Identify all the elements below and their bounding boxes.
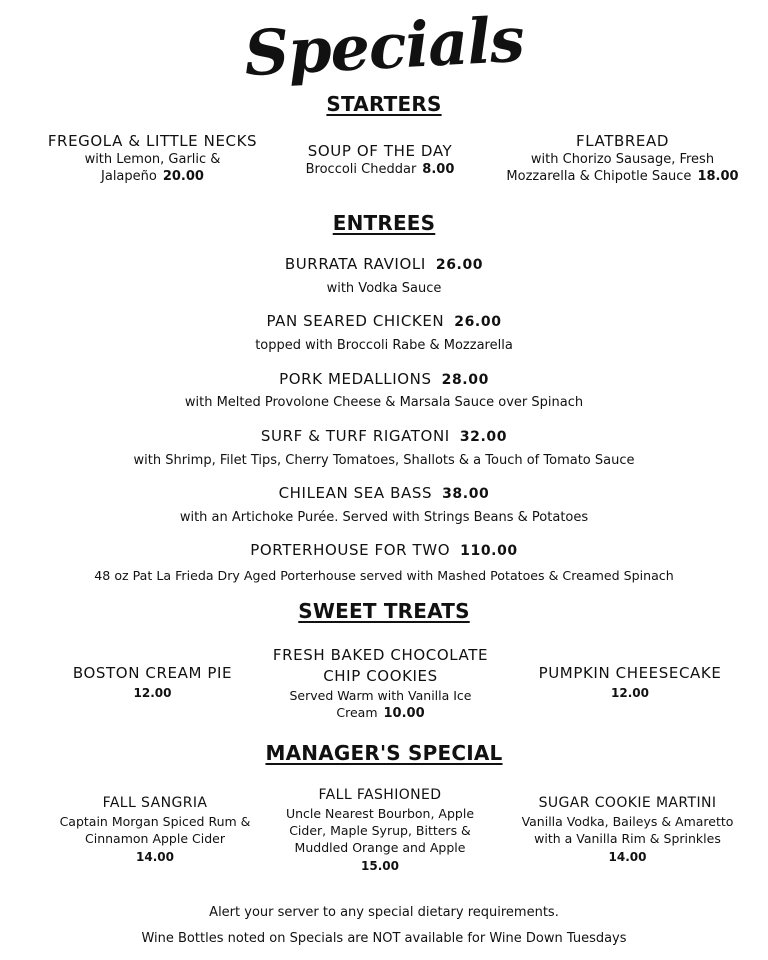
entree-name-seabass bbox=[0, 484, 768, 502]
starter-item-flatbread bbox=[500, 132, 745, 185]
item-name: SUGAR COOKIE MARTINI bbox=[538, 795, 717, 811]
item-price: 38.00 bbox=[442, 486, 490, 502]
item-desc: Captain Morgan Spiced Rum & bbox=[59, 814, 251, 829]
drink-item-fashioned bbox=[270, 786, 490, 873]
drink-item-martini bbox=[505, 794, 750, 864]
item-price: 26.00 bbox=[435, 257, 484, 273]
dessert-item-cookies bbox=[268, 645, 493, 722]
item-name: BOSTON CREAM PIE bbox=[72, 664, 233, 682]
item-price: 110.00 bbox=[460, 543, 518, 559]
entree-desc: 48 oz Pat La Frieda Dry Aged Porterhouse served with Mashed Potatoes & Creamed Spinach bbox=[94, 568, 674, 583]
item-price: 12.00 bbox=[133, 686, 172, 700]
entree-name-porterhouse bbox=[0, 541, 768, 559]
item-desc: with Chorizo Sausage, Fresh bbox=[530, 152, 715, 167]
entree-name-pork bbox=[0, 370, 768, 388]
item-name: CHILEAN SEA BASS bbox=[278, 484, 433, 502]
item-price: 20.00 bbox=[162, 169, 204, 184]
entree-name-chicken bbox=[0, 312, 768, 330]
item-desc: Muddled Orange and Apple bbox=[294, 840, 466, 855]
item-name: PAN SEARED CHICKEN bbox=[266, 312, 445, 330]
item-name: CHIP COOKIES bbox=[323, 667, 438, 685]
item-name: SURF & TURF RIGATONI bbox=[260, 427, 450, 445]
item-desc: with a Vanilla Rim & Sprinkles bbox=[534, 831, 721, 846]
item-price: 14.00 bbox=[136, 850, 174, 864]
entree-desc: with an Artichoke Purée. Served with Strings Beans & Potatoes bbox=[179, 510, 589, 525]
entree-desc: topped with Broccoli Rabe & Mozzarella bbox=[255, 338, 513, 353]
page-title: Specials bbox=[242, 2, 526, 91]
item-price: 12.00 bbox=[611, 686, 649, 700]
footer-wine-note: Wine Bottles noted on Specials are NOT available for Wine Down Tuesdays bbox=[141, 931, 627, 946]
item-name: PUMPKIN CHEESECAKE bbox=[538, 664, 722, 682]
item-price: 14.00 bbox=[608, 850, 647, 864]
entree-desc: with Melted Provolone Cheese & Marsala Sauce over Spinach bbox=[184, 395, 584, 410]
item-price: 32.00 bbox=[459, 429, 508, 445]
item-desc: with Lemon, Garlic & bbox=[84, 152, 221, 167]
item-desc: Uncle Nearest Bourbon, Apple bbox=[285, 806, 475, 821]
drink-item-sangria bbox=[45, 794, 265, 864]
item-price: 26.00 bbox=[454, 314, 502, 330]
item-desc: Cinnamon Apple Cider bbox=[85, 831, 225, 846]
item-desc: Cider, Maple Syrup, Bitters & bbox=[289, 823, 471, 838]
starters-heading: STARTERS bbox=[326, 92, 442, 116]
starter-item-soup bbox=[290, 142, 470, 178]
dessert-item-cheesecake bbox=[520, 664, 740, 700]
entree-desc: with Vodka Sauce bbox=[326, 281, 442, 296]
item-name: BURRATA RAVIOLI bbox=[284, 255, 426, 273]
item-desc: Mozzarella & Chipotle Sauce bbox=[506, 169, 692, 184]
starter-item-fregola bbox=[40, 132, 265, 185]
item-price: 10.00 bbox=[383, 706, 425, 721]
item-price: 8.00 bbox=[422, 162, 455, 177]
dessert-item-boston bbox=[55, 664, 250, 700]
entree-name-rigatoni bbox=[0, 427, 768, 445]
item-price: 28.00 bbox=[441, 372, 489, 388]
item-desc: Served Warm with Vanilla Ice bbox=[289, 688, 472, 703]
item-desc: Jalapeño bbox=[101, 169, 157, 184]
item-name: FALL FASHIONED bbox=[318, 787, 442, 803]
item-name: FRESH BAKED CHOCOLATE bbox=[272, 646, 489, 664]
entrees-heading: ENTREES bbox=[332, 211, 436, 235]
footer-dietary-note: Alert your server to any special dietary requirements. bbox=[209, 905, 559, 920]
managers-special-heading: MANAGER'S SPECIAL bbox=[265, 741, 503, 765]
item-name: PORTERHOUSE FOR TWO bbox=[250, 541, 451, 559]
item-price: 18.00 bbox=[697, 169, 739, 184]
sweet-treats-heading: SWEET TREATS bbox=[298, 599, 470, 623]
entree-desc: with Shrimp, Filet Tips, Cherry Tomatoes, Shallots & a Touch of Tomato Sauce bbox=[133, 453, 635, 468]
item-name: FREGOLA & LITTLE NECKS bbox=[47, 132, 258, 150]
item-desc: Cream bbox=[336, 705, 378, 720]
item-name: FALL SANGRIA bbox=[102, 795, 208, 811]
item-price: 15.00 bbox=[361, 859, 399, 873]
item-name: SOUP OF THE DAY bbox=[307, 142, 453, 160]
item-name: FLATBREAD bbox=[576, 132, 669, 150]
item-desc: Vanilla Vodka, Baileys & Amaretto bbox=[521, 814, 734, 829]
entree-name-burrata bbox=[0, 255, 768, 273]
item-name: PORK MEDALLIONS bbox=[279, 370, 432, 388]
item-desc: Broccoli Cheddar bbox=[305, 162, 417, 177]
